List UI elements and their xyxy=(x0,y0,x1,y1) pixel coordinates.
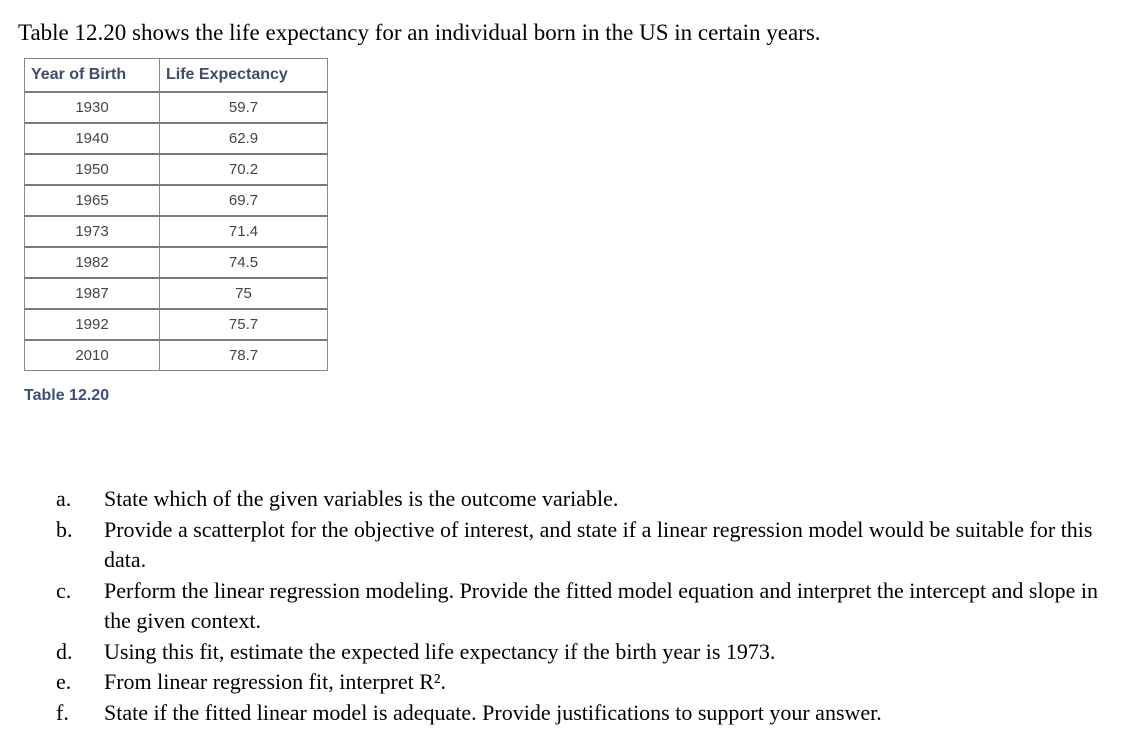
table-header-row xyxy=(25,59,328,93)
table-row xyxy=(25,185,328,216)
question-letter: e. xyxy=(56,669,72,694)
table-row xyxy=(25,154,328,185)
year-cell: 1965 xyxy=(25,185,160,216)
year-cell: 1940 xyxy=(25,123,160,154)
question-list xyxy=(56,484,1126,728)
year-cell: 1930 xyxy=(25,92,160,123)
header-life-expectancy: Life Expectancy xyxy=(160,59,328,93)
question-letter: f. xyxy=(56,699,69,725)
table-row xyxy=(25,340,328,371)
table-row xyxy=(25,309,328,340)
question-text: State if the fitted linear model is adequate. Provide justifications to support your answer. xyxy=(104,699,882,725)
question-item xyxy=(56,576,1126,637)
life-expectancy-table xyxy=(24,58,328,371)
intro-text: Table 12.20 shows the life expectancy for an individual born in the US in certain years. xyxy=(18,20,821,45)
year-cell: 1973 xyxy=(25,216,160,247)
question-text: From linear regression fit, interpret R². xyxy=(104,669,447,694)
question-item xyxy=(56,667,1126,698)
question-text: State which of the given variables is the outcome variable. xyxy=(104,486,619,511)
question-letter: d. xyxy=(56,638,73,664)
year-cell: 1987 xyxy=(25,278,160,309)
question-item xyxy=(56,698,1126,729)
question-text: Perform the linear regression modeling. Provide the fitted model equation and interpret the intercept and slope in the given context. xyxy=(104,577,1098,633)
year-cell: 1982 xyxy=(25,247,160,278)
question-text: Provide a scatterplot for the objective of interest, and state if a linear regression model would be suitable for this data. xyxy=(104,516,1093,572)
table-row xyxy=(25,278,328,309)
question-letter: b. xyxy=(56,516,73,542)
life-expectancy-cell: 78.7 xyxy=(160,340,328,371)
question-item xyxy=(56,484,1126,515)
life-expectancy-cell: 59.7 xyxy=(160,92,328,123)
table-row xyxy=(25,247,328,278)
life-expectancy-cell: 75.7 xyxy=(160,309,328,340)
life-expectancy-cell: 62.9 xyxy=(160,123,328,154)
life-expectancy-cell: 70.2 xyxy=(160,154,328,185)
question-text: Using this fit, estimate the expected life expectancy if the birth year is 1973. xyxy=(104,638,776,664)
question-letter: a. xyxy=(56,486,72,511)
life-expectancy-cell: 75 xyxy=(160,278,328,309)
header-year-of-birth: Year of Birth xyxy=(25,59,160,93)
life-expectancy-cell: 69.7 xyxy=(160,185,328,216)
table-caption: Table 12.20 xyxy=(24,387,110,404)
year-cell: 2010 xyxy=(25,340,160,371)
question-item xyxy=(56,515,1126,576)
year-cell: 1992 xyxy=(25,309,160,340)
table-row xyxy=(25,92,328,123)
question-letter: c. xyxy=(56,577,72,603)
life-expectancy-cell: 71.4 xyxy=(160,216,328,247)
year-cell: 1950 xyxy=(25,154,160,185)
table-row xyxy=(25,123,328,154)
life-expectancy-cell: 74.5 xyxy=(160,247,328,278)
table-row xyxy=(25,216,328,247)
question-item xyxy=(56,637,1126,668)
